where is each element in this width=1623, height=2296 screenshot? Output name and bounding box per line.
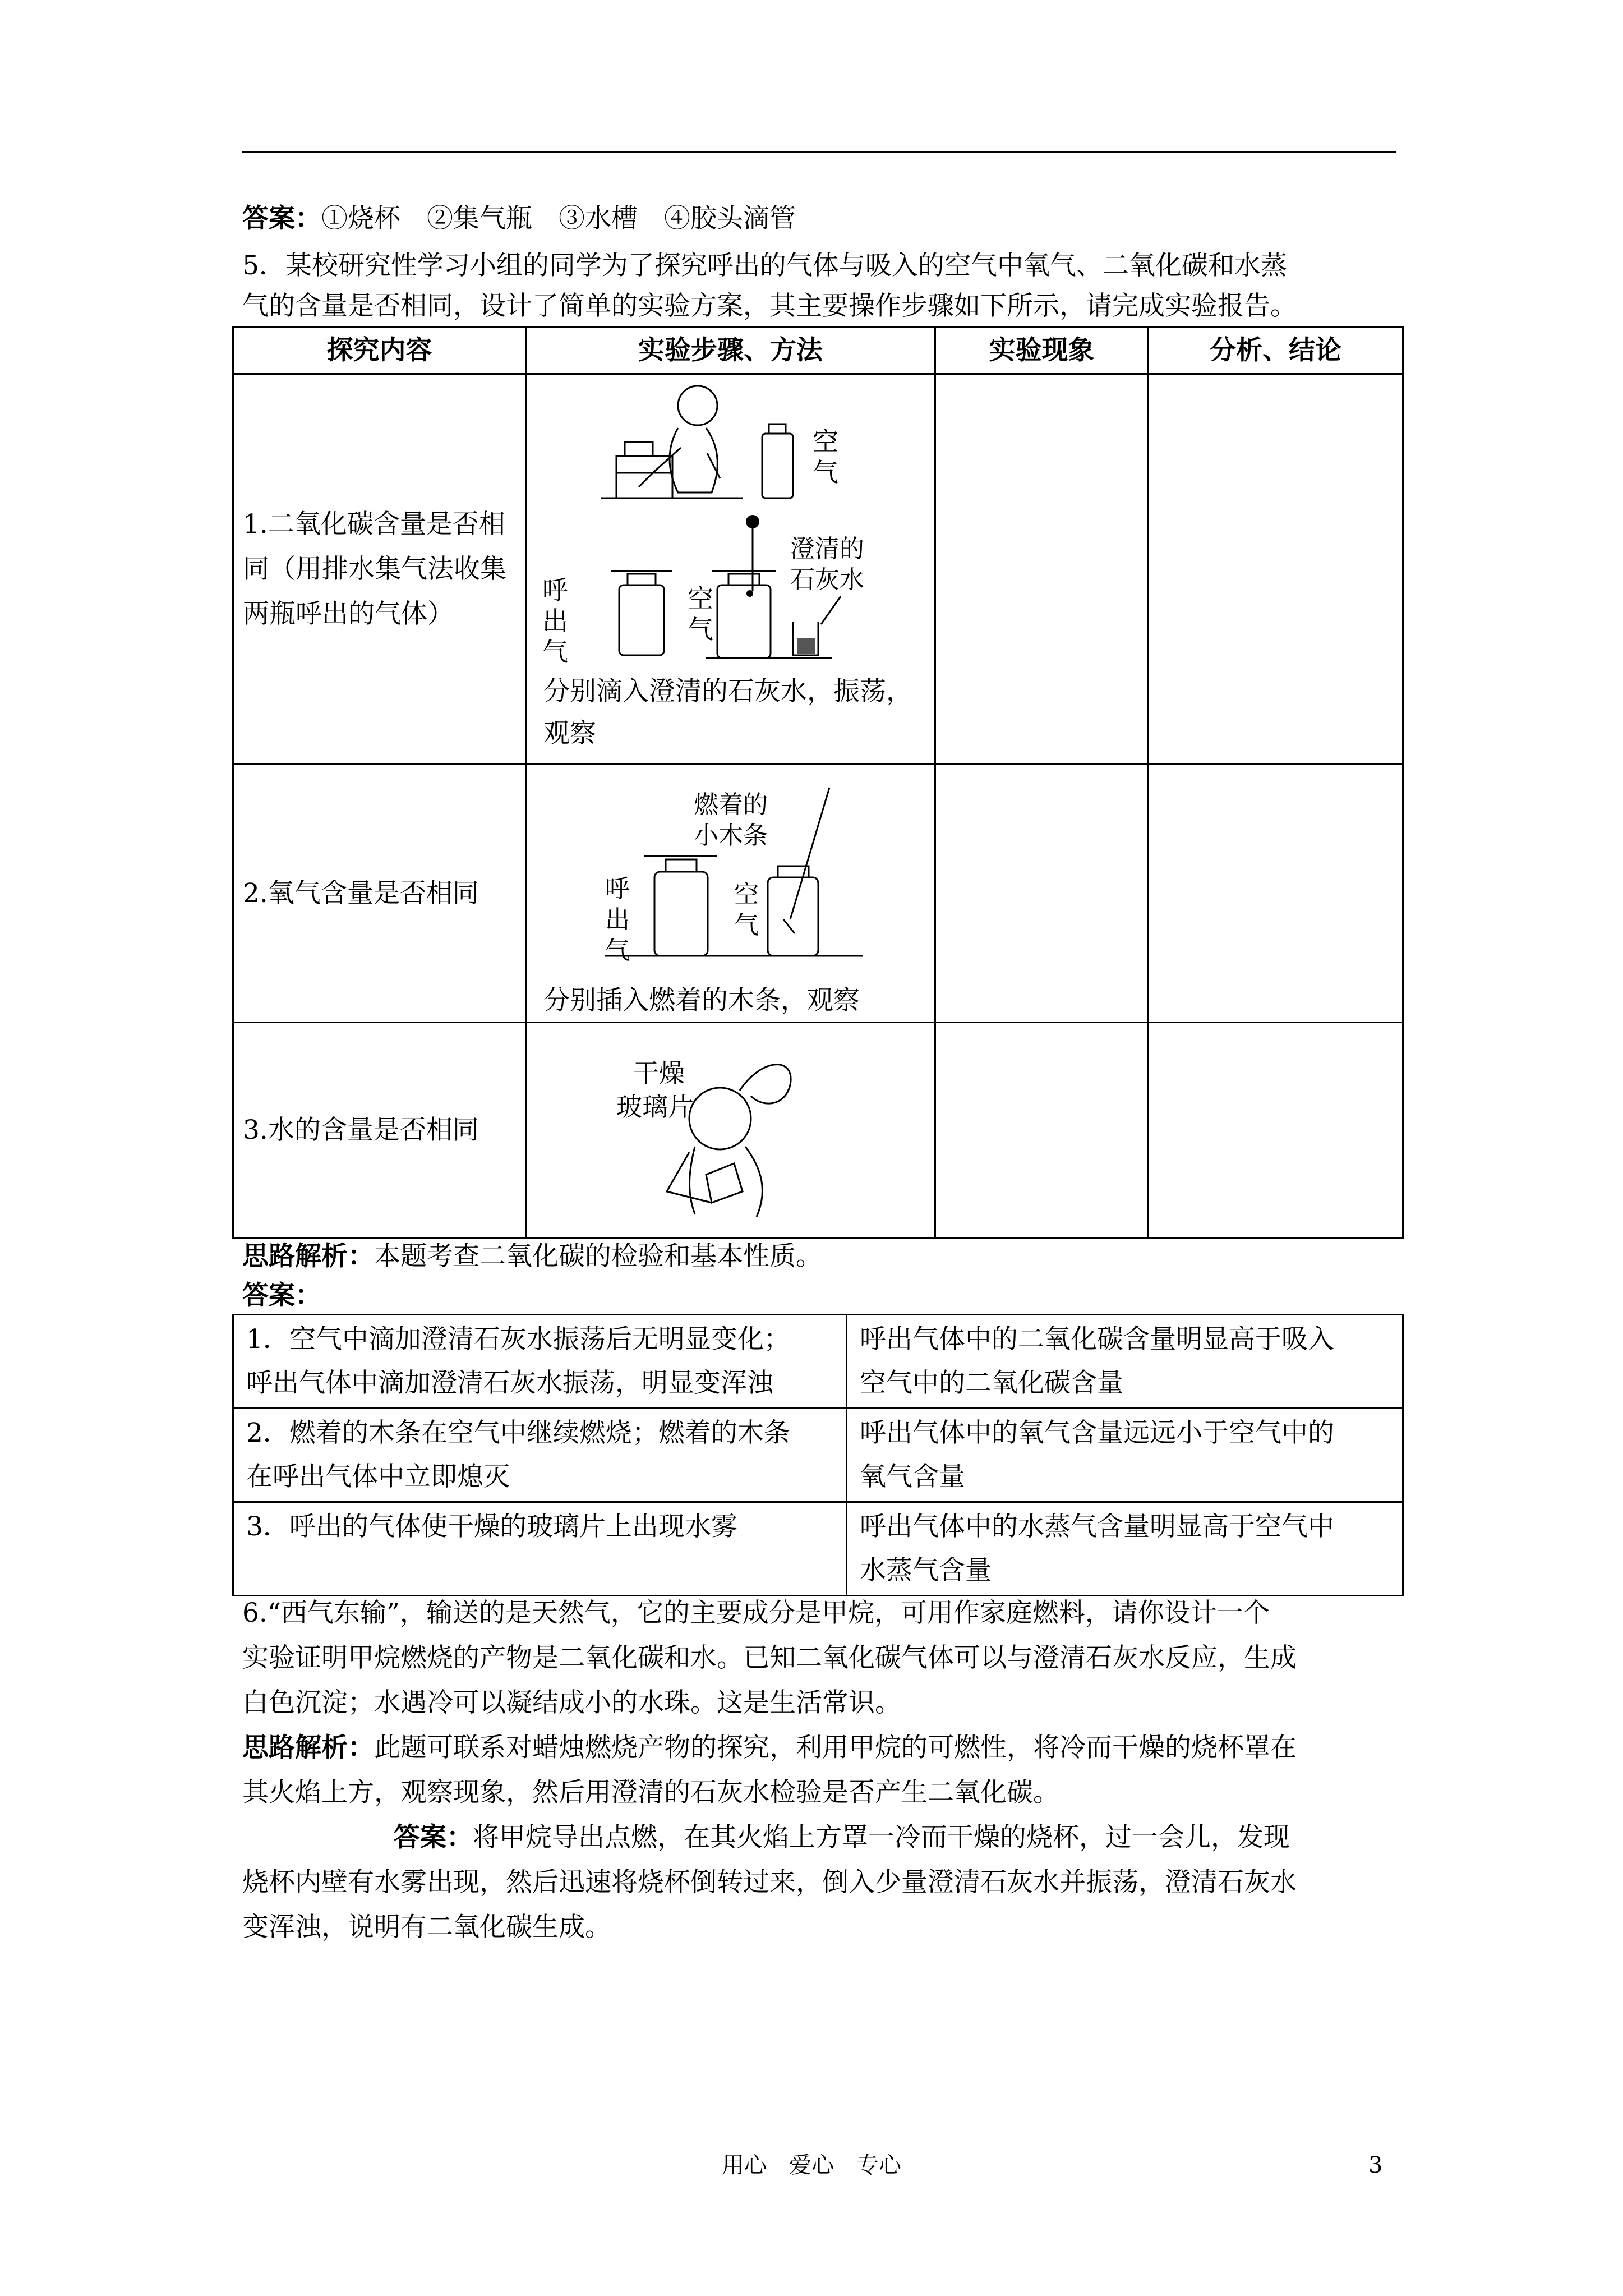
answer-text: ①烧杯 ②集气瓶 ③水槽 ④胶头滴管 xyxy=(321,203,796,234)
row1-conclusion xyxy=(1149,374,1403,765)
air-label-mid-2: 气 xyxy=(688,614,713,645)
answer-row1-right-1: 呼出气体中的二氧化碳含量明显高于吸入 xyxy=(860,1324,1334,1355)
exhaled-label-1: 呼 xyxy=(542,575,568,605)
air-label-top-2: 气 xyxy=(813,457,838,487)
experiment-report-table xyxy=(232,326,1404,1239)
air-label-1: 空 xyxy=(734,880,759,909)
row2-phenomenon xyxy=(935,765,1149,1023)
answer-line xyxy=(242,196,1398,241)
q6-line-3: 白色沉淀；水遇冷可以凝结成小的水珠。这是生活常识。 xyxy=(242,1687,901,1718)
analysis-2-line-1 xyxy=(242,1726,1398,1770)
table-row xyxy=(233,1023,1403,1238)
row1-phenomenon xyxy=(935,374,1149,765)
header-content: 探究内容 xyxy=(233,328,526,374)
row1-caption-1: 分别滴入澄清的石灰水，振荡， xyxy=(543,676,912,707)
analysis-1 xyxy=(242,1234,1398,1279)
analysis-2-line-2: 其火焰上方，观察现象，然后用澄清的石灰水检验是否产生二氧化碳。 xyxy=(242,1777,1059,1808)
q5-line-2: 气的含量是否相同，设计了简单的实验方案，其主要操作步骤如下所示，请完成实验报告。 xyxy=(242,291,1297,321)
page-number: 3 xyxy=(1368,2152,1383,2178)
limewater-label-2: 石灰水 xyxy=(790,565,864,594)
row2-caption-1: 分别插入燃着的木条，观察 xyxy=(543,985,860,1016)
row1-content: 1.二氧化碳含量是否相同（用排水集气法收集两瓶呼出的气体） xyxy=(233,374,526,765)
answer-row1-left-1: 1．空气中滴加澄清石灰水振荡后无明显变化； xyxy=(246,1324,790,1355)
air-label-mid-1: 空 xyxy=(688,583,713,614)
answer-label: 答案： xyxy=(242,203,321,234)
glass-label-2: 玻璃片 xyxy=(616,1092,694,1122)
answer-row3-right-2: 水蒸气含量 xyxy=(860,1555,992,1586)
exhaled-label-3: 气 xyxy=(605,936,630,965)
answer-row2-right-2: 氧气含量 xyxy=(860,1461,965,1492)
footer-text: 用心 爱心 专心 xyxy=(722,2152,901,2178)
q6-line-1: 6.“西气东输”，输送的是天然气，它的主要成分是甲烷，可用作家庭燃料，请你设计一个 xyxy=(242,1598,1270,1628)
row3-phenomenon xyxy=(935,1023,1149,1238)
q5-line-1: 5．某校研究性学习小组的同学为了探究呼出的气体与吸入的空气中氧气、二氧化碳和水蒸 xyxy=(242,250,1287,281)
exhaled-label-3: 气 xyxy=(542,637,568,667)
answer-row1-left xyxy=(233,1315,847,1409)
answer-2-label: 答案： xyxy=(242,1280,321,1311)
answer-row3-left xyxy=(233,1502,847,1596)
answer-row1-right-2: 空气中的二氧化碳含量 xyxy=(860,1368,1123,1398)
analysis-1-label: 思路解析： xyxy=(242,1241,374,1272)
table-row xyxy=(233,1315,1403,1409)
answer-row2-right-1: 呼出气体中的氧气含量远远小于空气中的 xyxy=(860,1418,1334,1448)
answer-row3-left-1: 3．呼出的气体使干燥的玻璃片上出现水雾 xyxy=(246,1511,737,1542)
row2-method xyxy=(526,765,935,1023)
row3-method xyxy=(526,1023,935,1238)
row3-conclusion xyxy=(1149,1023,1403,1238)
header-conclusion: 分析、结论 xyxy=(1149,328,1403,374)
answer-3-line-1 xyxy=(242,1815,1398,1860)
analysis-1-text: 本题考查二氧化碳的检验和基本性质。 xyxy=(374,1241,822,1272)
row3-content: 3.水的含量是否相同 xyxy=(233,1023,526,1238)
stick-label-2: 小木条 xyxy=(694,821,768,850)
table-row xyxy=(233,374,1403,765)
row2-content: 2.氧气含量是否相同 xyxy=(233,765,526,1023)
analysis-2-label: 思路解析： xyxy=(242,1732,374,1763)
air-label-2: 气 xyxy=(734,911,759,940)
answer-row2-left-2: 在呼出气体中立即熄灭 xyxy=(246,1461,510,1492)
answer-3-line-2: 烧杯内壁有水雾出现，然后迅速将烧杯倒转过来，倒入少量澄清石灰水并振荡，澄清石灰水 xyxy=(242,1867,1297,1898)
row2-conclusion xyxy=(1149,765,1403,1023)
glass-label-1: 干燥 xyxy=(633,1058,685,1088)
answer-3-line-3: 变浑浊，说明有二氧化碳生成。 xyxy=(242,1912,611,1943)
stick-label-1: 燃着的 xyxy=(694,790,768,819)
answer-table xyxy=(232,1314,1404,1596)
air-label-top: 空 xyxy=(813,426,838,457)
header-method: 实验步骤、方法 xyxy=(526,328,935,374)
table-row xyxy=(233,1502,1403,1596)
answer-row2-right xyxy=(847,1409,1403,1502)
exhaled-label-1: 呼 xyxy=(605,875,630,903)
table-row xyxy=(233,1409,1403,1502)
answer-row1-left-2: 呼出气体中滴加澄清石灰水振荡，明显变浑浊 xyxy=(246,1368,773,1398)
answer-2 xyxy=(242,1273,1398,1318)
row3-illustration xyxy=(527,1023,936,1236)
header-phenomenon: 实验现象 xyxy=(935,328,1149,374)
table-header-row xyxy=(233,328,1403,374)
analysis-2-text-1: 此题可联系对蜡烛燃烧产物的探究，利用甲烷的可燃性，将冷而干燥的烧杯罩在 xyxy=(374,1732,1297,1763)
limewater-label-1: 澄清的 xyxy=(790,535,864,563)
header-rule xyxy=(242,151,1396,153)
row1-method xyxy=(526,374,935,765)
answer-row3-right xyxy=(847,1502,1403,1596)
answer-row1-right xyxy=(847,1315,1403,1409)
exhaled-label-2: 出 xyxy=(605,905,630,934)
q6-line-2: 实验证明甲烷燃烧的产物是二氧化碳和水。已知二氧化碳气体可以与澄清石灰水反应，生成 xyxy=(242,1642,1297,1673)
table-row xyxy=(233,765,1403,1023)
answer-row2-left-1: 2．燃着的木条在空气中继续燃烧；燃着的木条 xyxy=(246,1418,790,1448)
answer-3-text-1: 将甲烷导出点燃，在其火焰上方罩一冷而干燥的烧杯，过一会儿，发现 xyxy=(473,1822,1290,1853)
answer-row2-left xyxy=(233,1409,847,1502)
row1-caption-2: 观察 xyxy=(543,718,596,749)
answer-row3-right-1: 呼出气体中的水蒸气含量明显高于空气中 xyxy=(860,1511,1334,1542)
answer-3-label: 答案： xyxy=(394,1822,473,1853)
exhaled-label-2: 出 xyxy=(542,606,568,636)
